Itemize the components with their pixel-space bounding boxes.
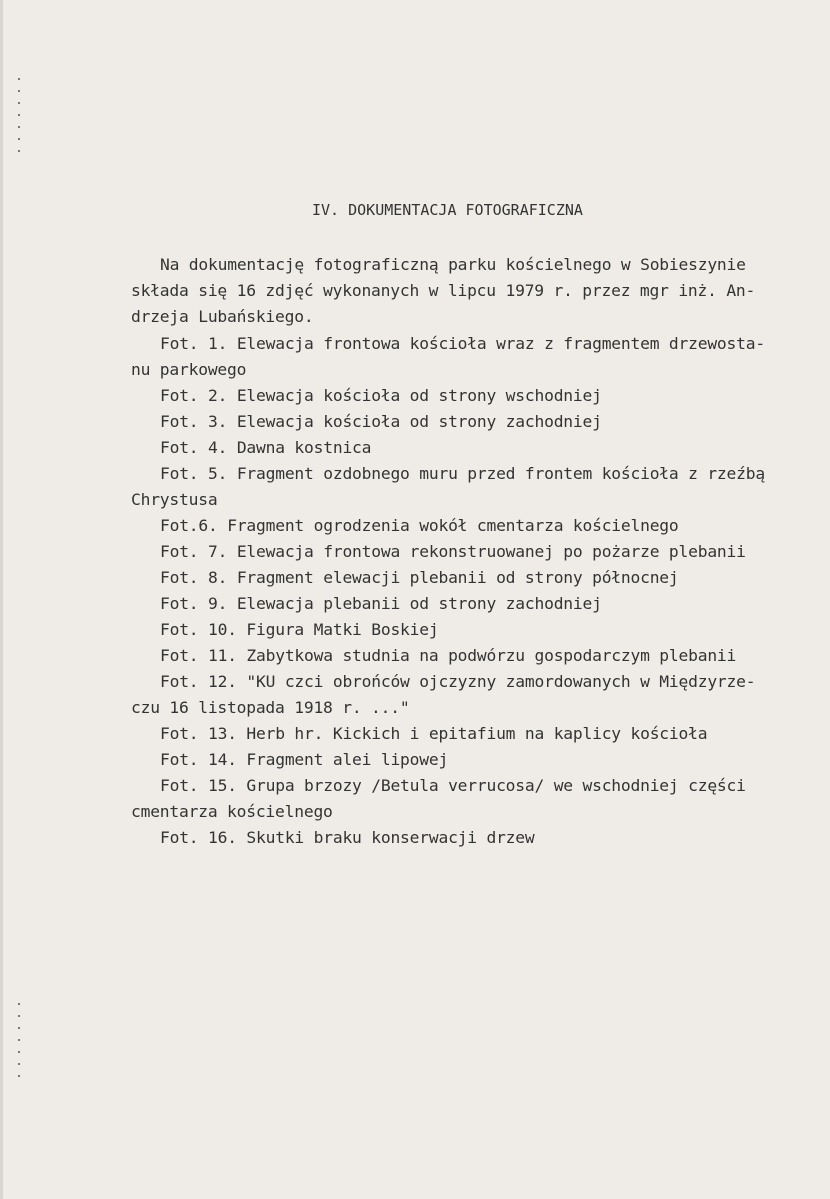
photo-item: Fot. 11. Zabytkowa studnia na podwórzu gospodarczym plebanii — [160, 646, 737, 665]
photo-item-continuation: cmentarza kościelnego — [131, 802, 333, 821]
photo-item: Fot. 13. Herb hr. Kickich i epitafium na kaplicy kościoła — [160, 724, 708, 743]
photo-item: Fot. 4. Dawna kostnica — [160, 438, 372, 457]
photo-item-continuation: nu parkowego — [131, 360, 247, 379]
photo-item: Fot.6. Fragment ogrodzenia wokół cmentarza kościelnego — [160, 516, 679, 535]
photo-item: Fot. 12. "KU czci obrońców ojczyzny zamordowanych w Międzyrze- — [160, 672, 756, 691]
intro-line: Na dokumentację fotograficzną parku kościelnego w Sobieszynie — [160, 255, 746, 274]
margin-punch-marks-bottom — [18, 1003, 22, 1087]
photo-item: Fot. 7. Elewacja frontowa rekonstruowanej po pożarze plebanii — [160, 542, 746, 561]
intro-line: drzeja Lubańskiego. — [131, 307, 314, 326]
photo-item-continuation: Chrystusa — [131, 490, 218, 509]
photo-item: Fot. 1. Elewacja frontowa kościoła wraz z fragmentem drzewosta- — [160, 334, 765, 353]
photo-item: Fot. 8. Fragment elewacji plebanii od strony północnej — [160, 568, 679, 587]
photo-item: Fot. 16. Skutki braku konserwacji drzew — [160, 828, 535, 847]
photo-item: Fot. 9. Elewacja plebanii od strony zachodniej — [160, 594, 602, 613]
intro-line: składa się 16 zdjęć wykonanych w lipcu 1979 r. przez mgr inż. An- — [131, 281, 756, 300]
section-heading: IV. DOKUMENTACJA FOTOGRAFICZNA — [312, 201, 583, 219]
photo-item: Fot. 14. Fragment alei lipowej — [160, 750, 449, 769]
photo-item: Fot. 5. Fragment ozdobnego muru przed frontem kościoła z rzeźbą — [160, 464, 765, 483]
photo-item: Fot. 3. Elewacja kościoła od strony zachodniej — [160, 412, 602, 431]
photo-item-continuation: czu 16 listopada 1918 r. ..." — [131, 698, 410, 717]
photo-item: Fot. 10. Figura Matki Boskiej — [160, 620, 439, 639]
page-edge — [0, 0, 3, 1199]
margin-punch-marks-top — [18, 78, 22, 162]
photo-item: Fot. 15. Grupa brzozy /Betula verrucosa/ we wschodniej części — [160, 776, 746, 795]
photo-item: Fot. 2. Elewacja kościoła od strony wschodniej — [160, 386, 602, 405]
